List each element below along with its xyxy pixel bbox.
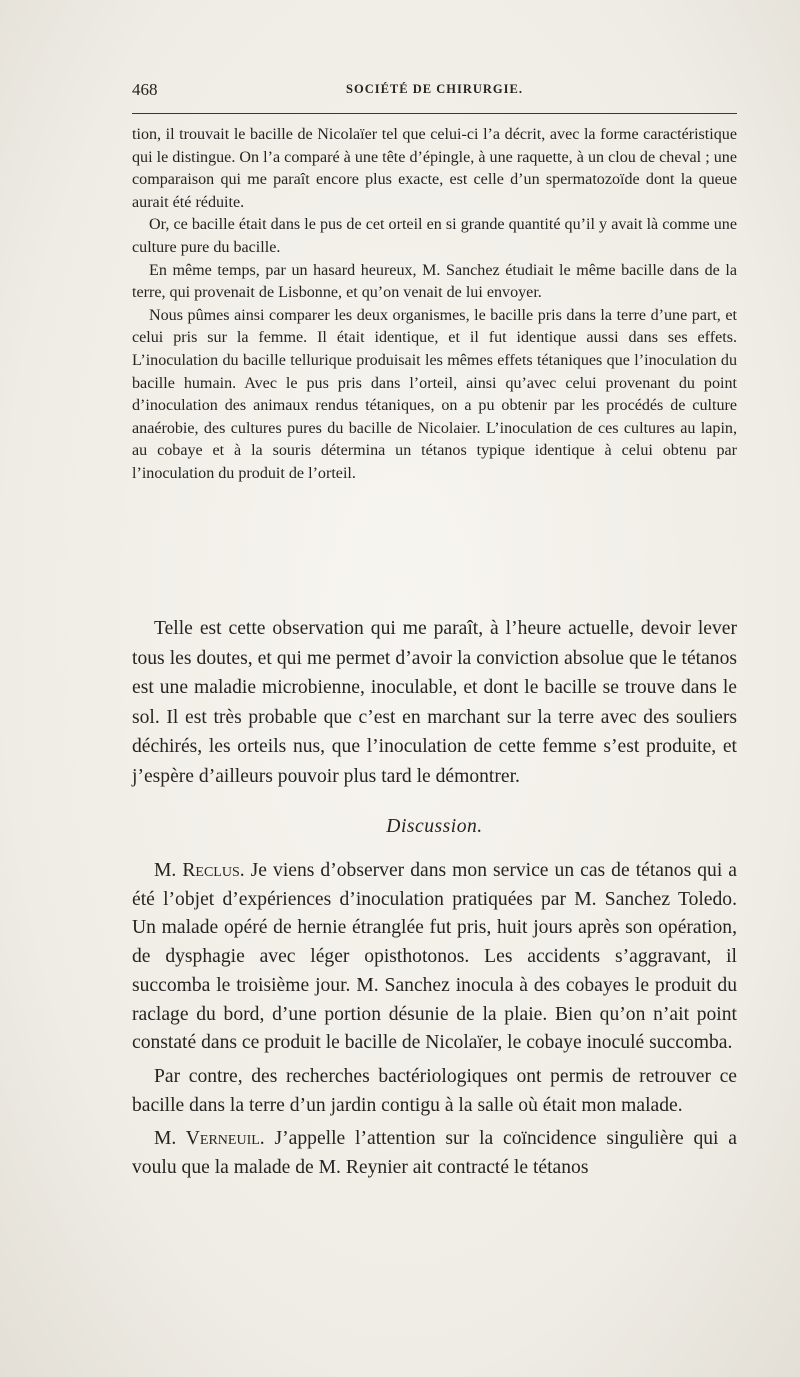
speech-text: Je viens d’observer dans mon service un cas de tétanos qui a été l’objet d’expériences d’inoculation pratiquées par M. Sanchez Toledo. Un malade opéré de hernie étranglée fut pris, huit jours après son opération, de dysphagie avec léger opisthotonos. Les accidents s’aggravant, il succomba le troisième jour. M. Sanchez inocula à des cobayes le produit du raclage du bord, d’une portion désunie de la plaie. Bien qu’on n’ait point constaté dans ce produit le bacille de Nicolaïer, le cobaye inoculé succomba.: [132, 860, 737, 1054]
section-heading: Discussion.: [386, 816, 483, 837]
small-print-block: [132, 124, 737, 486]
large-print-block: [132, 614, 737, 791]
paragraph: Nous pûmes ainsi comparer les deux organismes, le bacille pris dans la terre d’une part, et celui pris sur la femme. Il était identique, et il fut identique aussi dans ses effets. L’inoculation du bacille tellurique produisait les mêmes effets tétaniques que l’inoculation du bacille humain. Avec le pus pris dans l’orteil, ainsi qu’avec celui provenant du point d’inoculation des animaux rendus tétaniques, on a pu obtenir par les procédés de culture anaérobie, des cultures pures du bacille de Nicolaier. L’inoculation de ces cultures au lapin, au cobaye et à la souris détermina un tétanos typique identique à celui obtenu par l’inoculation du produit de l’orteil.: [132, 306, 737, 482]
running-title: SOCIÉTÉ DE CHIRURGIE.: [346, 82, 523, 96]
paragraph: Telle est cette observation qui me paraît, à l’heure actuelle, devoir lever tous les doutes, et qui me permet d’avoir la conviction absolue que le tétanos est une maladie microbienne, inoculable, et dont le bacille se trouve dans le sol. Il est très probable que c’est en marchant sur la terre avec des souliers déchirés, les orteils nus, que l’inoculation de cette femme s’est produite, et j’espère d’ailleurs pouvoir plus tard le démontrer.: [132, 618, 737, 787]
paragraph: Or, ce bacille était dans le pus de cet orteil en si grande quantité qu’il y avait là comme une culture pure du bacille.: [132, 216, 737, 256]
page-number: 468: [132, 80, 158, 99]
paragraph: [132, 857, 737, 1058]
speaker-name: M. Reclus.: [154, 860, 245, 881]
page-header: [132, 80, 737, 102]
paragraph: [132, 1125, 737, 1182]
discussion-block: [132, 857, 737, 1188]
header-rule: [132, 113, 737, 114]
paragraph: En même temps, par un hasard heureux, M. Sanchez étudiait le même bacille dans de la terre, qui provenait de Lisbonne, et qu’on venait de lui envoyer.: [132, 261, 737, 302]
paragraph: Par contre, des recherches bactériologiques ont permis de retrouver ce bacille dans la terre d’un jardin contigu à la salle où était mon malade.: [132, 1065, 737, 1116]
speaker-name: M. Verneuil.: [154, 1128, 265, 1150]
paragraph: tion, il trouvait le bacille de Nicolaïer tel que celui-ci l’a décrit, avec la forme caractéristique qui le distingue. On l’a comparé à une tête d’épingle, à une raquette, à un clou de cheval ; une comparaison qui me paraît encore plus exacte, est celle d’un spermatozoïde dont la queue aurait été réduite.: [132, 126, 737, 211]
speech-text: J’appelle l’attention sur la coïncidence singulière qui a voulu que la malade de M. Reynier ait contracté le tétanos: [132, 1128, 737, 1179]
